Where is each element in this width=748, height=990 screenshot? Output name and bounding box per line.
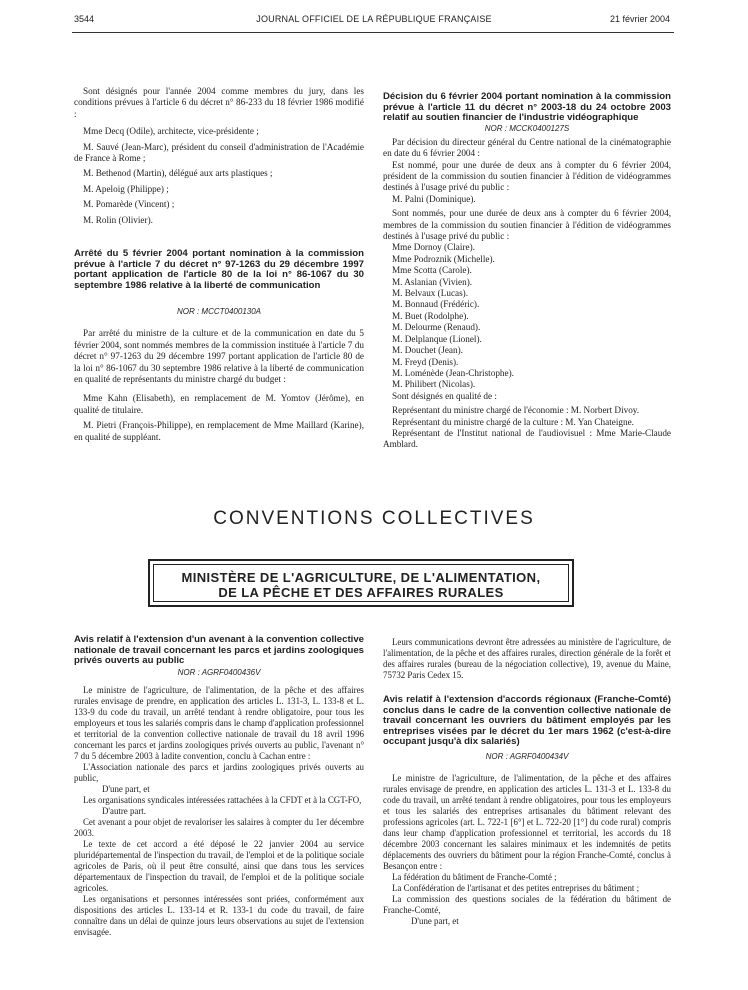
issue-date: 21 février 2004 xyxy=(609,14,670,24)
avis-paragraph: Cet avenant a pour objet de revaloriser les salaires à compter du 1er décembre 2003. xyxy=(74,816,364,838)
decision-intro: Par décision du directeur général du Centre national de la cinématographie en date du 6 février 2004 : xyxy=(383,136,671,159)
column-bottom-left xyxy=(74,635,364,938)
jury-member: Mme Decq (Odile), architecte, vice-présidente ; xyxy=(83,126,259,137)
member: M. Buet (Rodolphe). xyxy=(392,310,469,321)
member: M. Bonnaud (Frédéric). xyxy=(392,299,480,310)
column-bottom-right xyxy=(383,637,671,927)
avis-paragraph: La Confédération de l'artisanat et des petites entreprises du bâtiment ; xyxy=(392,882,640,893)
avis-paragraph: L'Association nationale des parcs et jardins zoologiques privés ouverts au public, xyxy=(74,761,364,783)
ministry-line: DE LA PÊCHE ET DES AFFAIRES RURALES xyxy=(218,585,504,600)
jury-member: M. Bethenod (Martin), délégué aux arts plastiques ; xyxy=(83,168,273,179)
column-top-right xyxy=(383,92,671,451)
jury-member: M. Pomarède (Vincent) ; xyxy=(83,199,175,210)
representative: Représentant du ministre chargé de l'économie : M. Norbert Divoy. xyxy=(392,405,640,416)
header-rule xyxy=(72,32,674,33)
avis-paragraph: La fédération du bâtiment de Franche-Comté ; xyxy=(392,871,557,882)
avis-paragraph: D'autre part. xyxy=(102,805,146,816)
designes-text: Sont désignés en qualité de : xyxy=(392,390,497,401)
member: Mme Dornoy (Claire). xyxy=(392,242,475,253)
member: M. Belvaux (Lucas). xyxy=(392,288,469,299)
arrete-nor: NOR : MCCT0400130A xyxy=(176,307,262,317)
decision-title: Décision du 6 février 2004 portant nomination à la commission prévue à l'article 11 du décret n° 2003-18 du 24 octobre 2003 relatif au soutien financier de l'industrie vidéographique xyxy=(383,91,671,124)
member: M. Freyd (Denis). xyxy=(392,356,459,367)
decision-president: M. Palni (Dominique). xyxy=(392,193,476,204)
arrete-body: Par arrêté du ministre de la culture et de la communication en date du 5 février 2004, sont nommés membres de la commission instituée à l'article 7 du décret n° 97-1263 du 29 décembre 1997 portant application de l'article 80 de la loi n° 86-1067 du 30 septembre 1986 relative à la liberté de communication en qualité de représentants du ministre chargé du budget : xyxy=(74,328,364,385)
avis-paragraph: La commission des questions sociales de la fédération du bâtiment de Franche-Comté, xyxy=(383,893,671,915)
jury-member: M. Sauvé (Jean-Marc), président du conseil d'administration de l'Académie de France à Rome ; xyxy=(74,141,364,164)
avis-paragraph: Les organisations et personnes intéressées sont priées, conformément aux dispositions des articles L. 133-14 et R. 133-1 du code du travail, de faire connaître dans un délai de quinze jours leurs observations au sujet de l'extension envisagée. xyxy=(74,893,364,937)
decision-members-text: Sont nommés, pour une durée de deux ans à compter du 6 février 2004, membres de la commission du soutien financier à l'édition de vidéogrammes destinés à l'usage privé du public : xyxy=(383,208,671,242)
page-header xyxy=(0,8,748,34)
avis-paragraph: Le ministre de l'agriculture, de l'alimentation, de la pêche et des affaires rurales envisage de prendre, en application des articles L. 131-3 et L. 133-8 du code du travail, un arrêté tendant à rendre obligatoires, pour tous les employeurs et tous les salariés des entreprises artisanales du bâtiment relevant des professions agricoles (art. L. 722-1 [6°] et L. 722-20 [1°] du code rural) compris dans leur champ d'application professionnel et territorial, les accords du 18 décembre 2003 concernant les salaires minimaux et les indemnités de petits déplacements des ouvriers du bâtiment pour la région Franche-Comté, conclus à Besançon entre : xyxy=(383,772,671,871)
member: M. Philibert (Nicolas). xyxy=(392,379,476,390)
section-title: CONVENTIONS COLLECTIVES xyxy=(213,508,535,529)
avis-nor-2: NOR : AGRF0400434V xyxy=(485,751,569,761)
arrete-member: M. Pietri (François-Philippe), en remplacement de Mme Maillard (Karine), en qualité de suppléant. xyxy=(74,420,364,442)
jury-member: M. Rolin (Olivier). xyxy=(83,214,153,225)
member: M. Loménède (Jean-Christophe). xyxy=(392,367,514,378)
member: M. Delourme (Renaud). xyxy=(392,322,481,333)
avis-nor: NOR : AGRF0400436V xyxy=(177,667,261,677)
member: Mme Scotta (Carole). xyxy=(392,265,472,276)
arrete-member: Mme Kahn (Elisabeth), en remplacement de M. Yomtov (Jérôme), en qualité de titulaire. xyxy=(74,393,364,415)
ministry-line: MINISTÈRE DE L'AGRICULTURE, DE L'ALIMENTATION, xyxy=(181,570,541,585)
journal-title: JOURNAL OFFICIEL DE LA RÉPUBLIQUE FRANÇAISE xyxy=(256,14,492,24)
column-top-left xyxy=(74,86,364,443)
arrete-title: Arrêté du 5 février 2004 portant nomination à la commission prévue à l'article 7 du décret n° 97-1263 du 29 décembre 1997 portant application de l'article 80 de la loi n° 86-1067 du 30 septembre 1986 relative à la liberté de communication xyxy=(74,248,364,291)
avis-paragraph: D'une part, et xyxy=(411,915,459,926)
member: M. Delplanque (Lionel). xyxy=(392,333,482,344)
avis-paragraph: Le texte de cet accord a été déposé le 22 janvier 2004 au service pluridépartemental de l'inspection du travail, de l'emploi et de la politique sociale agricoles de Paris, où il peut être consulté, ainsi que dans tous les services départementaux de l'inspection du travail, de l'emploi et de la politique sociale agricoles. xyxy=(74,838,364,893)
avis-title: Avis relatif à l'extension d'un avenant à la convention collective nationale de travail concernant les parcs et jardins zoologiques privés ouverts au public xyxy=(74,634,364,667)
member: Mme Podroznik (Michelle). xyxy=(392,253,495,264)
decision-president-text: Est nommé, pour une durée de deux ans à compter du 6 février 2004, président de la commission du soutien financier à l'édition de vidéogrammes destinés à l'usage privé du public : xyxy=(383,159,671,193)
jury-intro: Sont désignés pour l'année 2004 comme membres du jury, dans les conditions prévues à l'article 6 du décret n° 86-233 du 18 février 1986 modifié : xyxy=(74,86,364,119)
communications-text: Leurs communications devront être adressées au ministère de l'agriculture, de l'alimentation, de la pêche et des affaires rurales, direction générale de la forêt et des affaires rurales (bureau de la négociation collective), 19, avenue du Maine, 75732 Paris Cedex 15. xyxy=(383,637,671,680)
avis-paragraph: Les organisations syndicales intéressées rattachées à la CFDT et à la CGT-FO, xyxy=(83,794,362,805)
avis-paragraph: D'une part, et xyxy=(102,783,150,794)
representative: Représentant du ministre chargé de la culture : M. Yan Chateigne. xyxy=(392,416,634,427)
representative: Représentant de l'Institut national de l'audiovisuel : Mme Marie-Claude Amblard. xyxy=(383,427,671,450)
page-number: 3544 xyxy=(74,14,95,24)
avis-paragraph: Le ministre de l'agriculture, de l'alimentation, de la pêche et des affaires rurales envisage de prendre, en application des articles L. 131-3, L. 133-8 et L. 133-9 du code du travail, un arrêté tendant à rendre obligatoire, pour tous les employeurs et tous les salariés compris dans le champ d'application professionnel et territorial de la convention collective nationale de travail du 18 avril 1996 concernant les parcs et jardins zoologiques privés ouverts au public, l'avenant n° 7 du 5 décembre 2003 à ladite convention, conclu à Cachan entre : xyxy=(74,684,364,761)
member: M. Douchet (Jean). xyxy=(392,345,463,356)
decision-nor: NOR : MCCK0400127S xyxy=(484,123,570,133)
jury-member: M. Apeloig (Philippe) ; xyxy=(83,183,169,194)
avis-title-2: Avis relatif à l'extension d'accords régionaux (Franche-Comté) conclus dans le cadre de la convention collective nationale de travail concernant les ouvriers du bâtiment employés par les entreprises visées par le décret du 1er mars 1962 (c'est-à-dire occupant jusqu'à dix salariés) xyxy=(383,694,671,748)
ministry-box xyxy=(148,559,574,607)
member: M. Aslanian (Vivien). xyxy=(392,276,473,287)
